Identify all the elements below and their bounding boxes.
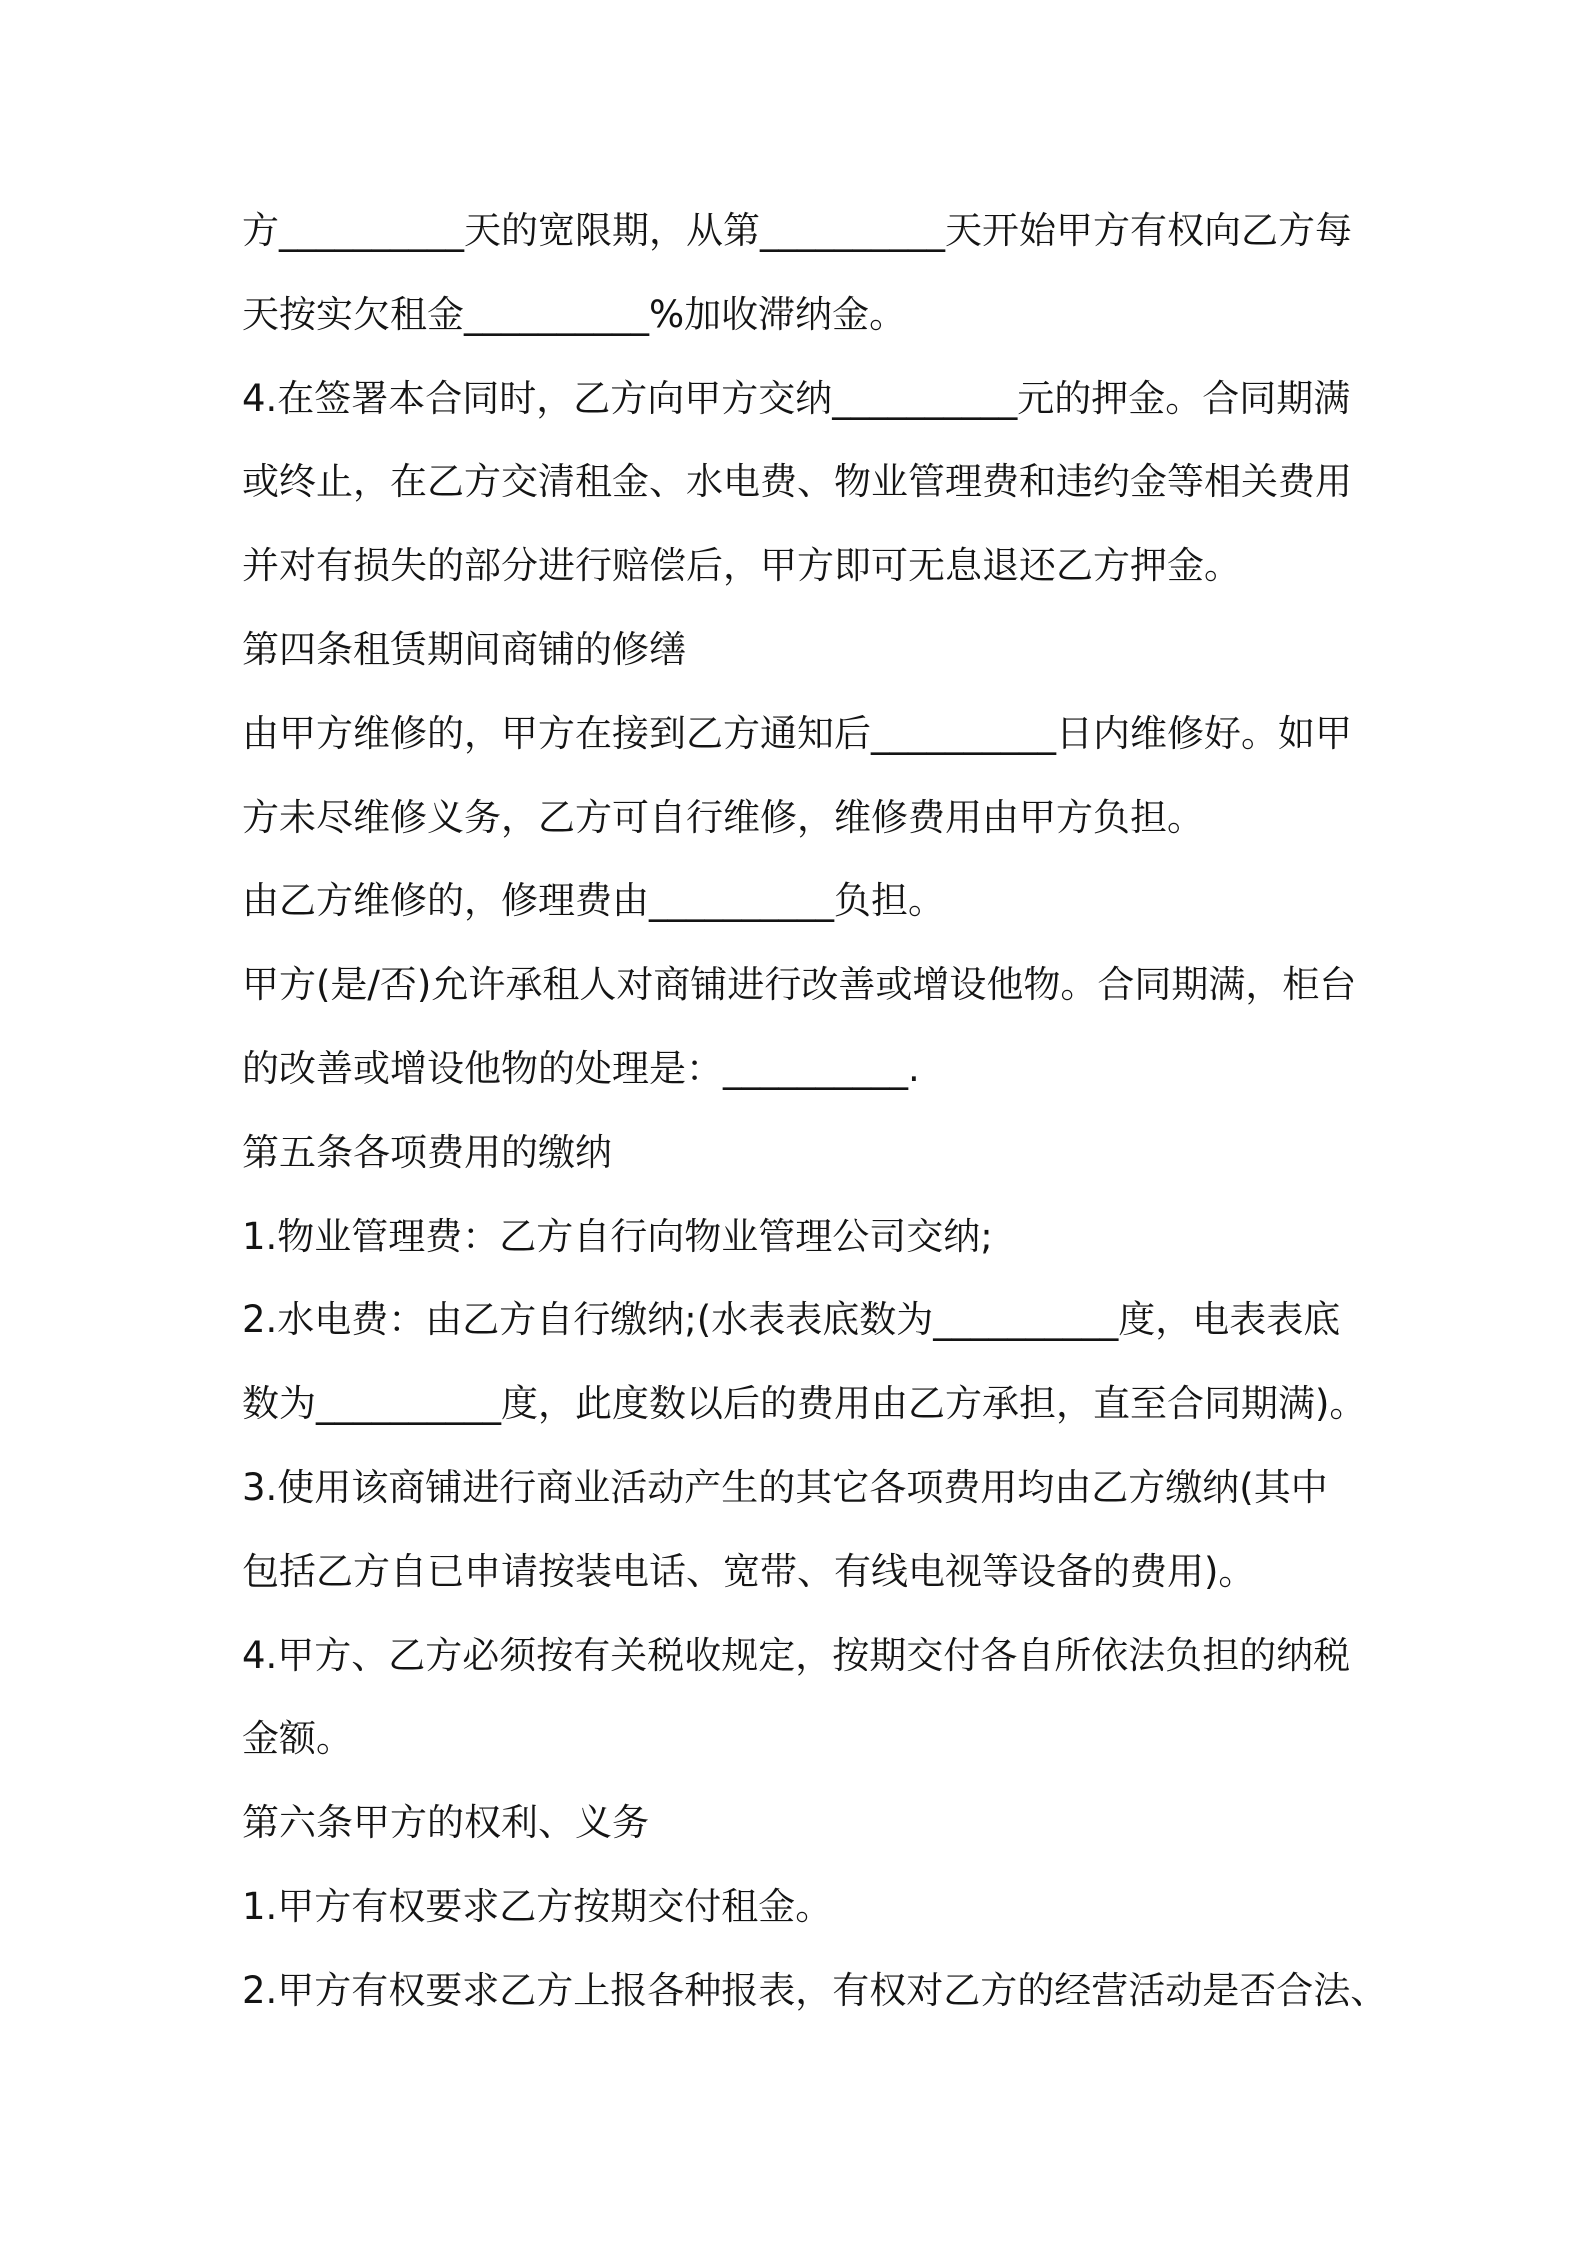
text-line: 数为__________度，此度数以后的费用由乙方承担，直至合同期满)。 [242, 1382, 1367, 1426]
paragraph-landlord-right-2 [242, 1949, 1482, 2033]
text-line: 4.在签署本合同时，乙方向甲方交纳__________元的押金。合同期满 [242, 376, 1351, 420]
text-line: 1.甲方有权要求乙方按期交付租金。 [242, 1884, 833, 1928]
section-heading-article-4 [242, 608, 1482, 692]
paragraph-utilities [242, 1278, 1482, 1446]
section-heading-article-5 [242, 1111, 1482, 1195]
text-line: 1.物业管理费：乙方自行向物业管理公司交纳; [242, 1214, 993, 1258]
paragraph-improvements [242, 943, 1482, 1111]
text-line: 天按实欠租金__________%加收滞纳金。 [242, 292, 907, 336]
text-line: 甲方(是/否)允许承租人对商铺进行改善或增设他物。合同期满，柜台 [242, 963, 1357, 1007]
text-line: 由乙方维修的，修理费由__________负担。 [242, 879, 945, 923]
text-line: 3.使用该商铺进行商业活动产生的其它各项费用均由乙方缴纳(其中 [242, 1465, 1328, 1509]
section-heading-article-6 [242, 1781, 1482, 1865]
paragraph-taxes [242, 1614, 1482, 1782]
text-line: 2.水电费：由乙方自行缴纳;(水表表底数为__________度，电表表底 [242, 1298, 1341, 1342]
document-body [242, 189, 1482, 2033]
paragraph-tenant-repair [242, 859, 1482, 943]
text-line: 金额。 [242, 1717, 353, 1761]
paragraph-property-fee [242, 1195, 1482, 1279]
text-line: 或终止，在乙方交清租金、水电费、物业管理费和违约金等相关费用 [242, 460, 1352, 504]
text-line: 方__________天的宽限期，从第__________天开始甲方有权向乙方每 [242, 209, 1352, 252]
text-line: 包括乙方自已申请按装电话、宽带、有线电视等设备的费用)。 [242, 1549, 1256, 1593]
text-line: 2.甲方有权要求乙方上报各种报表，有权对乙方的经营活动是否合法、 [242, 1968, 1388, 2012]
heading-line: 第五条各项费用的缴纳 [242, 1130, 612, 1174]
paragraph-landlord-right-1 [242, 1865, 1482, 1949]
text-line: 并对有损失的部分进行赔偿后，甲方即可无息退还乙方押金。 [242, 544, 1241, 588]
heading-line: 第六条甲方的权利、义务 [242, 1801, 649, 1845]
text-line: 4.甲方、乙方必须按有关税收规定，按期交付各自所依法负担的纳税 [242, 1633, 1351, 1677]
text-line: 方未尽维修义务，乙方可自行维修，维修费用由甲方负担。 [242, 795, 1204, 839]
heading-line: 第四条租赁期间商铺的修缮 [242, 627, 686, 671]
paragraph-late-fee [242, 189, 1482, 357]
text-line: 的改善或增设他物的处理是：__________. [242, 1046, 920, 1090]
paragraph-landlord-repair [242, 692, 1482, 860]
paragraph-deposit [242, 357, 1482, 608]
text-line: 由甲方维修的，甲方在接到乙方通知后__________日内维修好。如甲 [242, 711, 1352, 755]
paragraph-other-fees [242, 1446, 1482, 1614]
